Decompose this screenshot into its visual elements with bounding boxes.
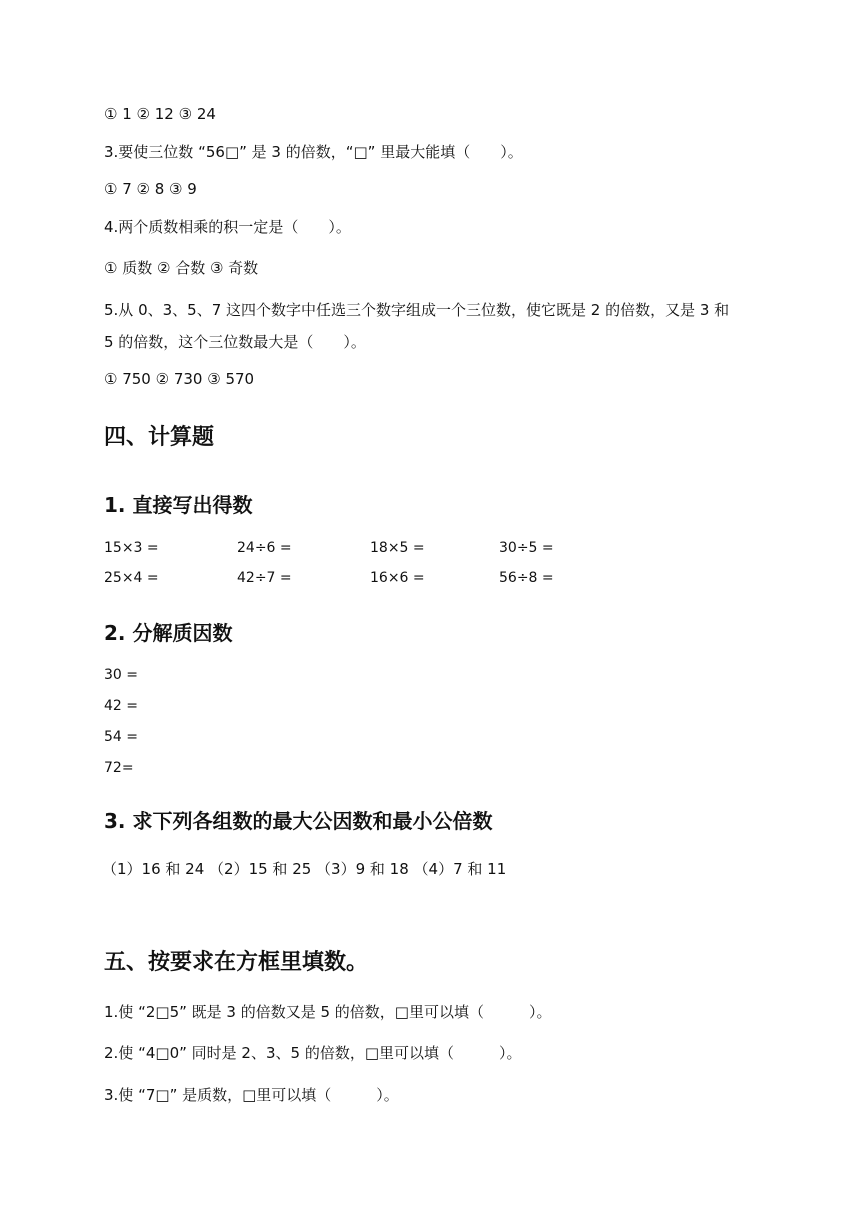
question-5-line-2: 5 的倍数，这个三位数最大是（ ）。 xyxy=(104,333,366,351)
question-5-line-1: 5.从 0、3、5、7 这四个数字中任选三个数字组成一个三位数，使它既是 2 的倍数，又是 3 和 xyxy=(104,301,730,319)
factor-item: 54 = xyxy=(104,729,138,745)
factor-item: 30 = xyxy=(104,667,138,683)
calc-cell: 56÷8 = xyxy=(499,570,554,586)
gcd-lcm-items: （1）16 和 24 （2）15 和 25 （3）9 和 18 （4）7 和 11 xyxy=(102,860,507,878)
part-3-title: 3. 求下列各组数的最大公因数和最小公倍数 xyxy=(104,809,493,833)
factor-item: 42 = xyxy=(104,698,138,714)
section-5-q2: 2.使 “4□0” 同时是 2、3、5 的倍数，□里可以填（ ）。 xyxy=(104,1044,522,1062)
q4-options: ① 质数 ② 合数 ③ 奇数 xyxy=(104,259,259,277)
calc-cell: 16×6 = xyxy=(370,570,425,586)
calc-cell: 18×5 = xyxy=(370,540,425,556)
section-5-q1: 1.使 “2□5” 既是 3 的倍数又是 5 的倍数，□里可以填（ ）。 xyxy=(104,1003,552,1021)
part-1-title: 1. 直接写出得数 xyxy=(104,493,253,517)
question-3: 3.要使三位数 “56□” 是 3 的倍数，“□” 里最大能填（ ）。 xyxy=(104,143,523,161)
factor-item: 72= xyxy=(104,760,134,776)
section-5-q3: 3.使 “7□” 是质数，□里可以填（ ）。 xyxy=(104,1086,399,1104)
part-2-title: 2. 分解质因数 xyxy=(104,621,233,645)
calc-cell: 15×3 = xyxy=(104,540,159,556)
calc-cell: 25×4 = xyxy=(104,570,159,586)
section-5-title: 五、按要求在方框里填数。 xyxy=(104,950,369,975)
calc-cell: 24÷6 = xyxy=(237,540,292,556)
q5-options: ① 750 ② 730 ③ 570 xyxy=(104,370,255,388)
section-4-title: 四、计算题 xyxy=(104,425,215,450)
q2-options: ① 1 ② 12 ③ 24 xyxy=(104,105,216,123)
calc-cell: 30÷5 = xyxy=(499,540,554,556)
question-4: 4.两个质数相乘的积一定是（ ）。 xyxy=(104,218,351,236)
calc-cell: 42÷7 = xyxy=(237,570,292,586)
q3-options: ① 7 ② 8 ③ 9 xyxy=(104,180,197,198)
